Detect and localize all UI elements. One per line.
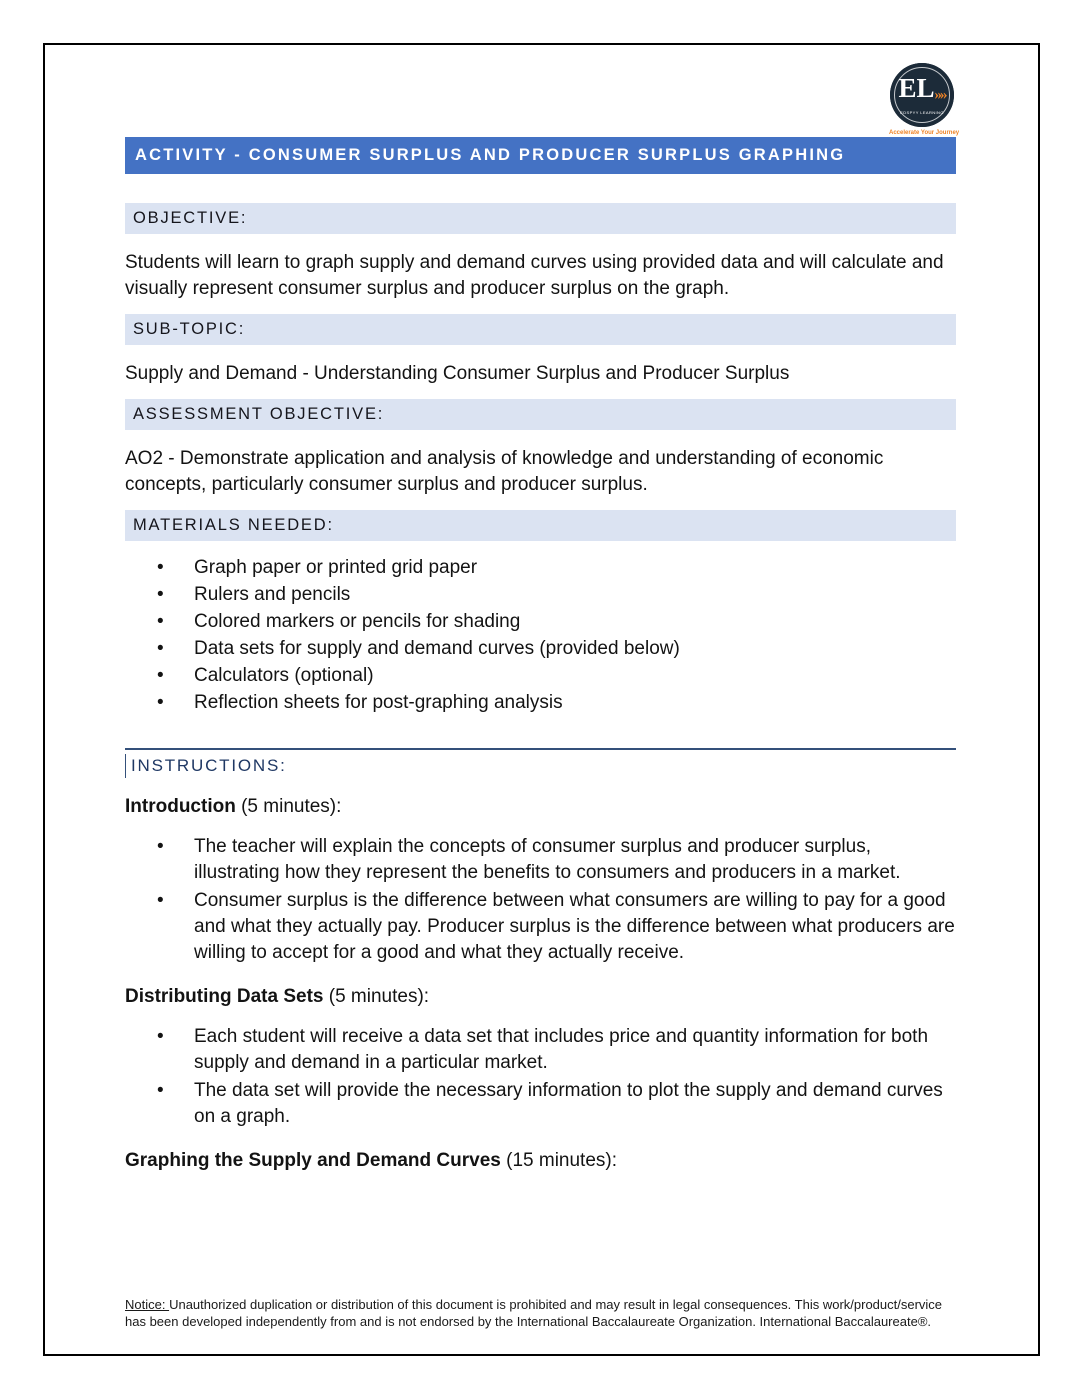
materials-list [125, 555, 956, 716]
document-page [43, 43, 1040, 1356]
step-title: Distributing Data Sets [125, 986, 324, 1007]
section-heading-assessment-objective: ASSESSMENT OBJECTIVE: [125, 399, 956, 430]
activity-title-banner: ACTIVITY - CONSUMER SURPLUS AND PRODUCER SURPLUS GRAPHING [125, 137, 956, 174]
list-item: • Calculators (optional) [157, 663, 956, 689]
list-item: • Data sets for supply and demand curves (provided below) [157, 636, 956, 662]
section-heading-subtopic: SUB-TOPIC: [125, 314, 956, 345]
logo [889, 63, 960, 136]
list-item: • Graph paper or printed grid paper [157, 555, 956, 581]
notice-label: Notice: [125, 1297, 170, 1312]
step-duration: (5 minutes): [323, 986, 430, 1007]
step-duration: (15 minutes): [500, 1150, 617, 1171]
step-heading-introduction [125, 794, 956, 820]
list-item: • Each student will receive a data set that includes price and quantity information for both supply and demand in a particular market. [157, 1024, 956, 1076]
step-title: Graphing the Supply and Demand Curves [125, 1150, 501, 1171]
chevron-right-icon: »» [934, 87, 946, 103]
section-heading-instructions [125, 748, 956, 778]
subtopic-text: Supply and Demand - Understanding Consumer Surplus and Producer Surplus [125, 363, 790, 384]
step-heading-graphing-curves [125, 1148, 956, 1174]
step-duration: (5 minutes): [235, 796, 342, 817]
assessment-objective-text: AO2 - Demonstrate application and analysis of knowledge and understanding of economic concepts, particularly consumer surplus and producer surplus. [125, 448, 884, 495]
distributing-data-sets-list [125, 1024, 956, 1130]
step-title: Introduction [125, 796, 236, 817]
logo-initials-text: EL [898, 73, 935, 103]
section-heading-objective: OBJECTIVE: [125, 203, 956, 234]
step-heading-distributing-data-sets [125, 984, 956, 1010]
list-item: • Reflection sheets for post-graphing analysis [157, 690, 956, 716]
list-item: • Rulers and pencils [157, 582, 956, 608]
objective-text: Students will learn to graph supply and demand curves using provided data and will calculate and visually represent consumer surplus and producer surplus on the graph. [125, 252, 944, 299]
list-item: • The data set will provide the necessary information to plot the supply and demand curves on a graph. [157, 1078, 956, 1130]
logo-el-icon [890, 63, 954, 127]
notice-text: Unauthorized duplication or distribution of this document is prohibited and may result in legal consequences. This work/product/service has been developed independently from and is not endorsed by the International Baccalaureate Organization. International Baccalaureate®. [125, 1297, 943, 1329]
list-item: • The teacher will explain the concepts of consumer surplus and producer surplus, illustrating how they represent the benefits to consumers and producers in a market. [157, 834, 956, 886]
list-item: • Consumer surplus is the difference between what consumers are willing to pay for a good and what they actually pay. Producer surplus is the difference between what producers are willing to accept for a good and what they actually receive. [157, 888, 956, 966]
list-item: • Colored markers or pencils for shading [157, 609, 956, 635]
footer-notice [125, 1296, 956, 1330]
section-heading-materials-needed: MATERIALS NEEDED: [125, 510, 956, 541]
logo-initials [890, 75, 954, 109]
introduction-list [125, 834, 956, 966]
logo-subtext: EDSPYY LEARNING [900, 110, 944, 115]
logo-tagline: Accelerate Your Journey [889, 130, 960, 136]
instructions-heading-label: INSTRUCTIONS: [125, 754, 287, 778]
